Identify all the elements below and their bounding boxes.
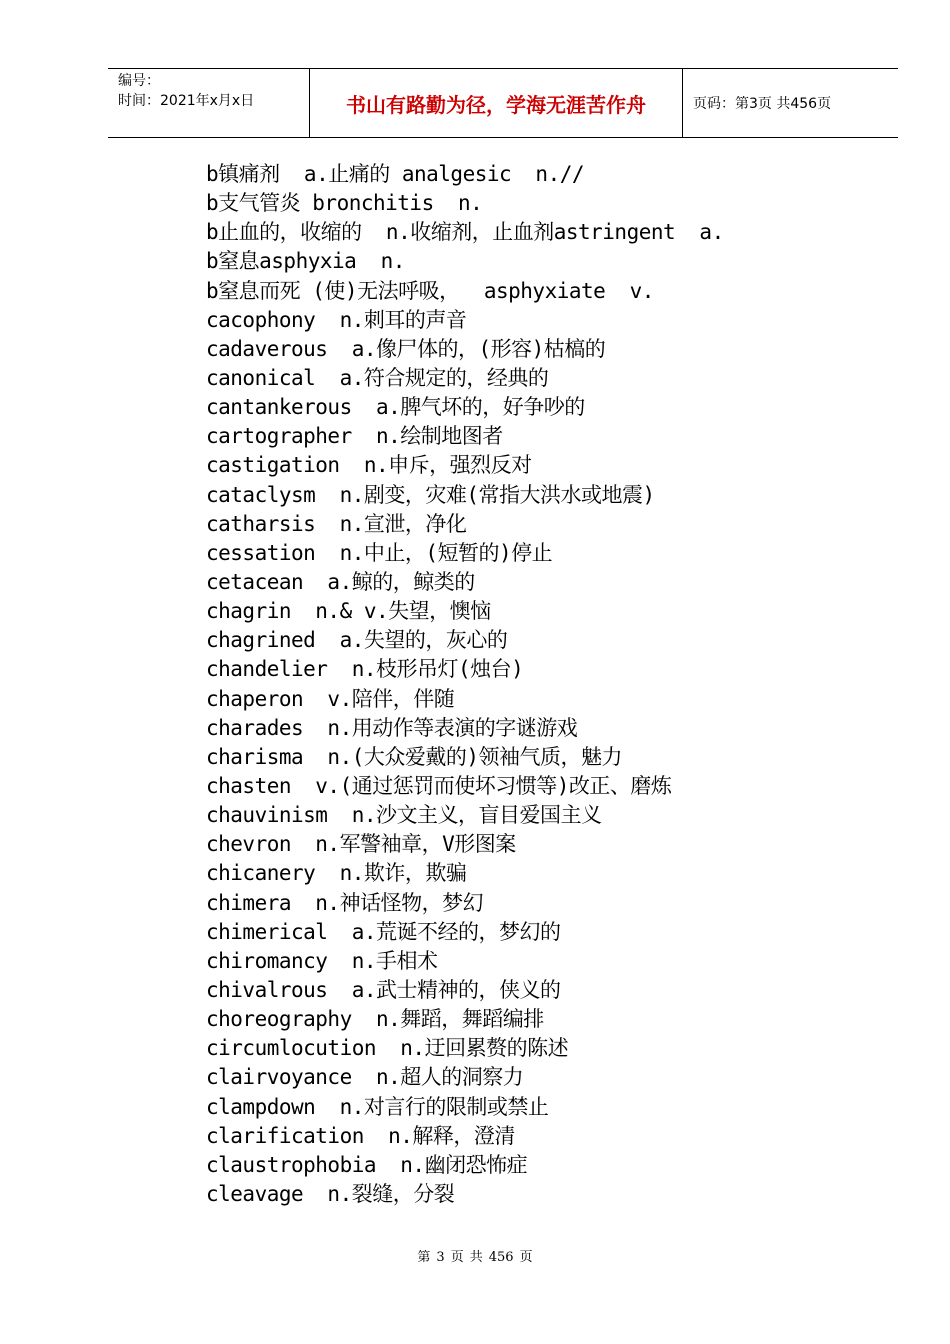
footer-text: 共 [469, 1250, 483, 1265]
vocabulary-entry: cessation n.中止，(短暂的)停止 [206, 540, 553, 565]
footer-text: 第 [417, 1250, 431, 1265]
vocabulary-entry: clarification n.解释，澄清 [206, 1123, 515, 1148]
document-number: 编号： [118, 73, 160, 89]
vocabulary-entry: chimera n.神话怪物，梦幻 [206, 890, 484, 915]
vocabulary-entry: cantankerous a.脾气坏的，好争吵的 [206, 395, 585, 420]
vocabulary-entry: choreography n.舞蹈，舞蹈编排 [206, 1007, 544, 1032]
vocabulary-entry: cetacean a.鲸的，鲸类的 [206, 569, 475, 594]
header-meta [108, 69, 310, 137]
header-motto: 书山有路勤为径，学海无涯苦作舟 [310, 69, 683, 137]
vocabulary-entry: cleavage n.裂缝，分裂 [206, 1181, 455, 1206]
vocabulary-entry: clairvoyance n.超人的洞察力 [206, 1065, 524, 1090]
vocabulary-entry: chaperon v.陪伴，伴随 [206, 686, 455, 711]
vocabulary-entry: canonical a.符合规定的，经典的 [206, 365, 549, 390]
vocabulary-entry: chagrined a.失望的，灰心的 [206, 628, 508, 653]
vocabulary-entry: castigation n.申斥，强烈反对 [206, 453, 532, 478]
header-page-info: 页码：第3页 共456页 [693, 96, 832, 112]
vocabulary-entry: b止血的，收缩的 n.收缩剂，止血剂astringent a. [206, 220, 724, 245]
vocabulary-entry: circumlocution n.迂回累赘的陈述 [206, 1036, 569, 1061]
page-footer [0, 1246, 950, 1265]
vocabulary-entry: cacophony n.刺耳的声音 [206, 307, 467, 332]
vocabulary-entry: charades n.用动作等表演的字谜游戏 [206, 715, 578, 740]
vocabulary-entry: catharsis n.宣泄，净化 [206, 511, 467, 536]
vocabulary-entry: b窒息asphyxia n. [206, 249, 405, 274]
footer-text: 页 [450, 1250, 464, 1265]
vocabulary-entry: chimerical a.荒诞不经的，梦幻的 [206, 919, 561, 944]
vocabulary-entry: chasten v.(通过惩罚而使坏习惯等)改正、磨炼 [206, 773, 672, 798]
vocabulary-entry: clampdown n.对言行的限制或禁止 [206, 1094, 549, 1119]
vocabulary-entry: chagrin n.& v.失望，懊恼 [206, 599, 491, 624]
vocabulary-list [206, 160, 866, 1209]
vocabulary-entry: b窒息而死 (使)无法呼吸， asphyxiate v. [206, 278, 654, 303]
vocabulary-entry: chandelier n.枝形吊灯(烛台) [206, 657, 524, 682]
vocabulary-entry: claustrophobia n.幽闭恐怖症 [206, 1152, 528, 1177]
vocabulary-entry: cartographer n.绘制地图者 [206, 424, 503, 449]
vocabulary-entry: cataclysm n.剧变，灾难(常指大洪水或地震) [206, 482, 655, 507]
page-header [108, 68, 898, 138]
vocabulary-entry: chivalrous a.武士精神的，侠义的 [206, 977, 561, 1002]
vocabulary-entry: charisma n.(大众爱戴的)领袖气质，魅力 [206, 744, 623, 769]
footer-page-number: 3 [436, 1250, 445, 1265]
footer-text: 页 [519, 1250, 533, 1265]
vocabulary-entry: chiromancy n.手相术 [206, 948, 438, 973]
vocabulary-entry: b支气管炎 bronchitis n. [206, 191, 483, 216]
vocabulary-entry: b镇痛剂 a.止痛的 analgesic n.// [206, 162, 585, 186]
vocabulary-entry: chauvinism n.沙文主义，盲目爱国主义 [206, 803, 602, 828]
vocabulary-entry: chicanery n.欺诈，欺骗 [206, 861, 467, 886]
footer-total-pages: 456 [488, 1250, 514, 1265]
vocabulary-entry: chevron n.军警袖章，V形图案 [206, 832, 516, 857]
vocabulary-entry: cadaverous a.像尸体的，(形容)枯槁的 [206, 336, 606, 361]
document-date: 时间：2021年x月x日 [118, 93, 255, 109]
